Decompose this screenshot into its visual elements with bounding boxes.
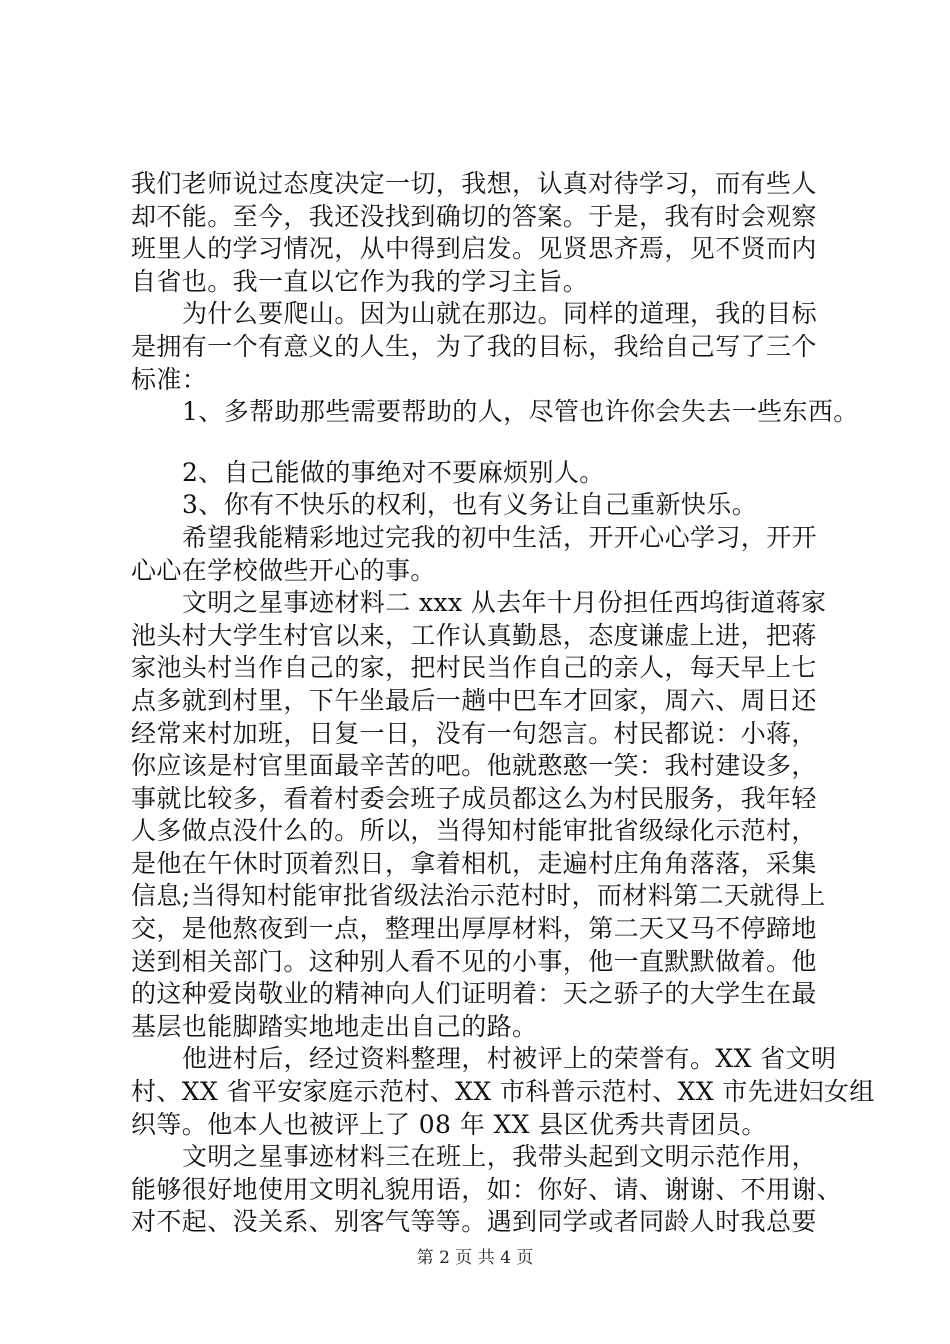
- text-line: 是他在午休时顶着烈日，拿着相机，走遍村庄角角落落，采集: [131, 848, 817, 878]
- text-line: 村、XX 省平安家庭示范村、XX 市科普示范村、XX 市先进妇女组: [131, 1077, 875, 1107]
- text-line: 他进村后，经过资料整理，村被评上的荣誉有。XX 省文明: [182, 1044, 837, 1074]
- text-line: 经常来村加班，日复一日，没有一句怨言。村民都说：小蒋，: [131, 718, 817, 748]
- text-line: 班里人的学习情况，从中得到启发。见贤思齐焉，见不贤而内: [131, 234, 817, 264]
- text-line: 2、自己能做的事绝对不要麻烦别人。: [182, 457, 605, 487]
- text-line: 为什么要爬山。因为山就在那边。同样的道理，我的目标: [182, 299, 818, 329]
- text-line: 心心在学校做些开心的事。: [131, 555, 436, 585]
- text-line: 希望我能精彩地过完我的初中生活，开开心心学习，开开: [182, 522, 818, 552]
- text-line: 的这种爱岗敬业的精神向人们证明着：天之骄子的大学生在最: [131, 979, 817, 1009]
- document-body: [131, 168, 875, 1239]
- text-line: 你应该是村官里面最辛苦的吧。他就憨憨一笑：我村建设多，: [131, 751, 817, 781]
- text-line: 人多做点没什么的。所以，当得知村能审批省级绿化示范村，: [131, 816, 817, 846]
- text-line: 交，是他熬夜到一点，整理出厚厚材料，第二天又马不停蹄地: [131, 914, 817, 944]
- text-line: 标准：: [131, 364, 208, 394]
- text-line: 家池头村当作自己的家，把村民当作自己的亲人，每天早上七: [131, 653, 817, 683]
- paragraph-gap: [131, 429, 831, 457]
- text-line: 我们老师说过态度决定一切，我想，认真对待学习，而有些人: [131, 169, 817, 198]
- text-line: 信息;当得知村能审批省级法治示范村时，而材料第二天就得上: [131, 881, 826, 911]
- text-line: 事就比较多，看着村委会班子成员都这么为村民服务，我年轻: [131, 783, 817, 813]
- text-line: 是拥有一个有意义的人生，为了我的目标，我给自己写了三个: [131, 331, 817, 361]
- text-line: 文明之星事迹材料三在班上，我带头起到文明示范作用，: [182, 1142, 818, 1172]
- text-line: 3、你有不快乐的权利，也有义务让自己重新快乐。: [182, 490, 758, 520]
- text-line: 能够很好地使用文明礼貌用语，如：你好、请、谢谢、不用谢、: [131, 1174, 843, 1204]
- text-line: 池头村大学生村官以来，工作认真勤恳，态度谦虚上进，把蒋: [131, 620, 817, 650]
- text-line: 1、多帮助那些需要帮助的人，尽管也许你会失去一些东西。: [182, 397, 859, 427]
- text-line: 基层也能脚踏实地地走出自己的路。: [131, 1011, 538, 1041]
- text-line: 织等。他本人也被评上了 08 年 XX 县区优秀共青团员。: [131, 1109, 767, 1139]
- text-line: 却不能。至今，我还没找到确切的答案。于是，我有时会观察: [131, 201, 817, 231]
- text-line: 自省也。我一直以它作为我的学习主旨。: [131, 266, 589, 296]
- text-line: 对不起、没关系、别客气等等。遇到同学或者同龄人时我总要: [131, 1207, 817, 1237]
- text-line: 点多就到村里，下午坐最后一趟中巴车才回家，周六、周日还: [131, 685, 817, 715]
- text-line: 送到相关部门。这种别人看不见的小事，他一直默默做着。他: [131, 946, 817, 976]
- page-footer: 第 2 页 共 4 页: [416, 1248, 534, 1268]
- text-line: 文明之星事迹材料二 xxx 从去年十月份担任西坞街道蒋家: [182, 588, 827, 618]
